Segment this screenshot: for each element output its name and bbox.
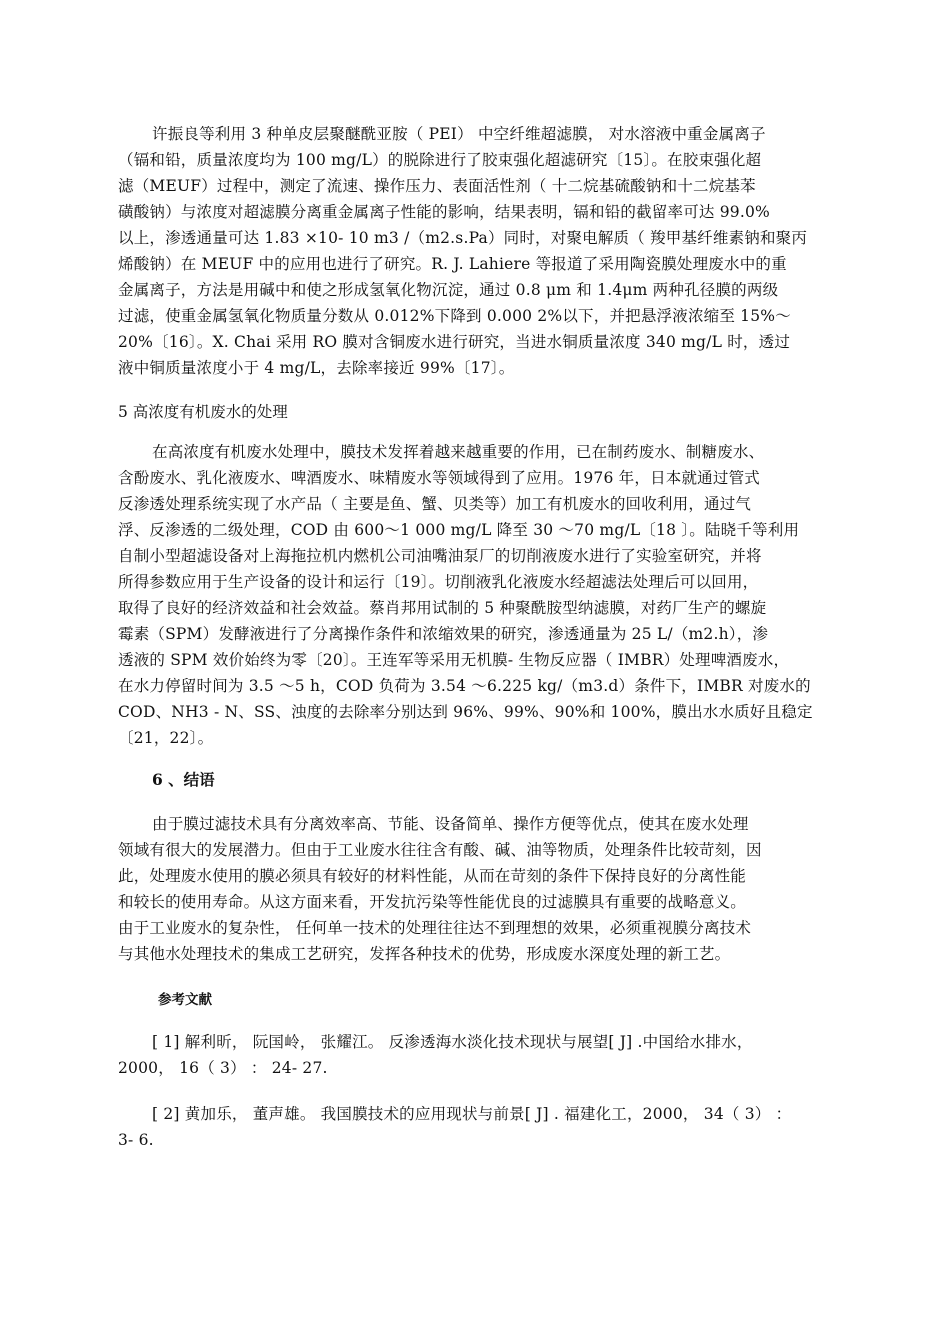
paragraph-line: 由于工业废水的复杂性， 任何单一技术的处理往往达不到理想的效果，必须重视膜分离技术: [118, 919, 752, 937]
paragraph-line: 由于膜过滤技术具有分离效率高、节能、设备简单、操作方便等优点，使其在废水处理: [152, 815, 749, 833]
reference-line: [ 1] 解利昕， 阮国岭， 张耀江。 反渗透海水淡化技术现状与展望[ J] .中国给水排水，: [152, 1033, 753, 1051]
paragraph-line: 此，处理废水使用的膜必须具有较好的材料性能，从而在苛刻的条件下保持良好的分离性能: [118, 867, 747, 885]
paragraph-line: 浮、反渗透的二级处理，COD 由 600～1 000 mg/L 降至 30 ～70 mg/L〔18 〕。陆晓千等利用: [118, 521, 800, 539]
paragraph-line: 滤（MEUF）过程中，测定了流速、操作压力、表面活性剂（ 十二烷基硫酸钠和十二烷基苯: [118, 177, 756, 195]
paragraph-line: 反渗透处理系统实现了水产品（ 主要是鱼、蟹、贝类等）加工有机废水的回收利用，通过气: [118, 495, 752, 513]
paragraph-line: 和较长的使用寿命。从这方面来看，开发抗污染等性能优良的过滤膜具有重要的战略意义。: [118, 893, 747, 911]
paragraph-line: 金属离子，方法是用碱中和使之形成氢氧化物沉淀，通过 0.8 μm 和 1.4μm 两种孔径膜的两级: [118, 281, 779, 299]
paragraph-line: 取得了良好的经济效益和社会效益。蔡肖邦用试制的 5 种聚酰胺型纳滤膜，对药厂生产的螺旋: [118, 599, 767, 617]
paragraph-line: 含酚废水、乳化液废水、啤酒废水、味精废水等领域得到了应用。1976 年，日本就通过管式: [118, 469, 760, 487]
paragraph-line: 烯酸钠）在 MEUF 中的应用也进行了研究。R. J. Lahiere 等报道了采用陶瓷膜处理废水中的重: [118, 255, 787, 273]
paragraph-line: COD、NH3 - N、SS、浊度的去除率分别达到 96%、99%、90%和 100%，膜出水水质好且稳定: [118, 703, 813, 721]
paragraph-line: 液中铜质量浓度小于 4 mg/L，去除率接近 99%〔17〕。: [118, 359, 515, 377]
paragraph-line: 过滤，使重金属氢氧化物质量分数从 0.012%下降到 0.000 2%以下，并把悬浮液浓缩至 15%～: [118, 307, 791, 325]
paragraph-line: 以上，渗透通量可达 1.83 ×10- 10 m3 /（m2.s.Pa）同时，对聚电解质（ 羧甲基纤维素钠和聚丙: [118, 229, 808, 247]
paragraph-line: 20%〔16〕。X. Chai 采用 RO 膜对含铜废水进行研究，当进水铜质量浓度 340 mg/L 时，透过: [118, 333, 791, 351]
paragraph-line: 所得参数应用于生产设备的设计和运行〔19〕。切削液乳化液废水经超滤法处理后可以回用，: [118, 573, 759, 591]
paragraph-line: 在水力停留时间为 3.5 ～5 h，COD 负荷为 3.54 ～6.225 kg/（m3.d）条件下，IMBR 对废水的: [118, 677, 811, 695]
paragraph-line: 与其他水处理技术的集成工艺研究，发挥各种技术的优势，形成废水深度处理的新工艺。: [118, 945, 731, 963]
paragraph-line: 许振良等利用 3 种单皮层聚醚酰亚胺（ PEI） 中空纤维超滤膜， 对水溶液中重金属离子: [152, 125, 766, 143]
reference-line: [ 2] 黄加乐， 董声雄。 我国膜技术的应用现状与前景[ J] . 福建化工，2000， 34（ 3） ：: [152, 1105, 792, 1123]
paragraph-line: 领域有很大的发展潜力。但由于工业废水往往含有酸、碱、油等物质，处理条件比较苛刻，因: [118, 841, 762, 859]
reference-line: 2000， 16（ 3） ： 24- 27.: [118, 1059, 328, 1077]
section-heading-5: 5 高浓度有机废水的处理: [118, 403, 288, 421]
paragraph-line: （镉和铅，质量浓度均为 100 mg/L）的脱除进行了胶束强化超滤研究〔15〕。在胶束强化超: [118, 151, 762, 169]
paragraph-line: 霉素（SPM）发酵液进行了分离操作条件和浓缩效果的研究，渗透通量为 25 L/（m2.h），渗: [118, 625, 769, 643]
section-heading-6: 6 、结语: [152, 770, 215, 789]
paragraph-line: 自制小型超滤设备对上海拖拉机内燃机公司油嘴油泵厂的切削液废水进行了实验室研究，并将: [118, 547, 762, 565]
references-title: 参考文献: [158, 992, 212, 1008]
paragraph-line: 〔21，22〕。: [118, 729, 214, 747]
paragraph-line: 透液的 SPM 效价始终为零〔20〕。王连军等采用无机膜- 生物反应器（ IMBR）处理啤酒废水，: [118, 651, 790, 669]
reference-line: 3- 6.: [118, 1131, 154, 1149]
paragraph-line: 在高浓度有机废水处理中，膜技术发挥着越来越重要的作用，已在制药废水、制糖废水、: [152, 443, 765, 461]
paragraph-line: 磺酸钠）与浓度对超滤膜分离重金属离子性能的影响，结果表明，镉和铅的截留率可达 99.0%: [118, 203, 770, 221]
